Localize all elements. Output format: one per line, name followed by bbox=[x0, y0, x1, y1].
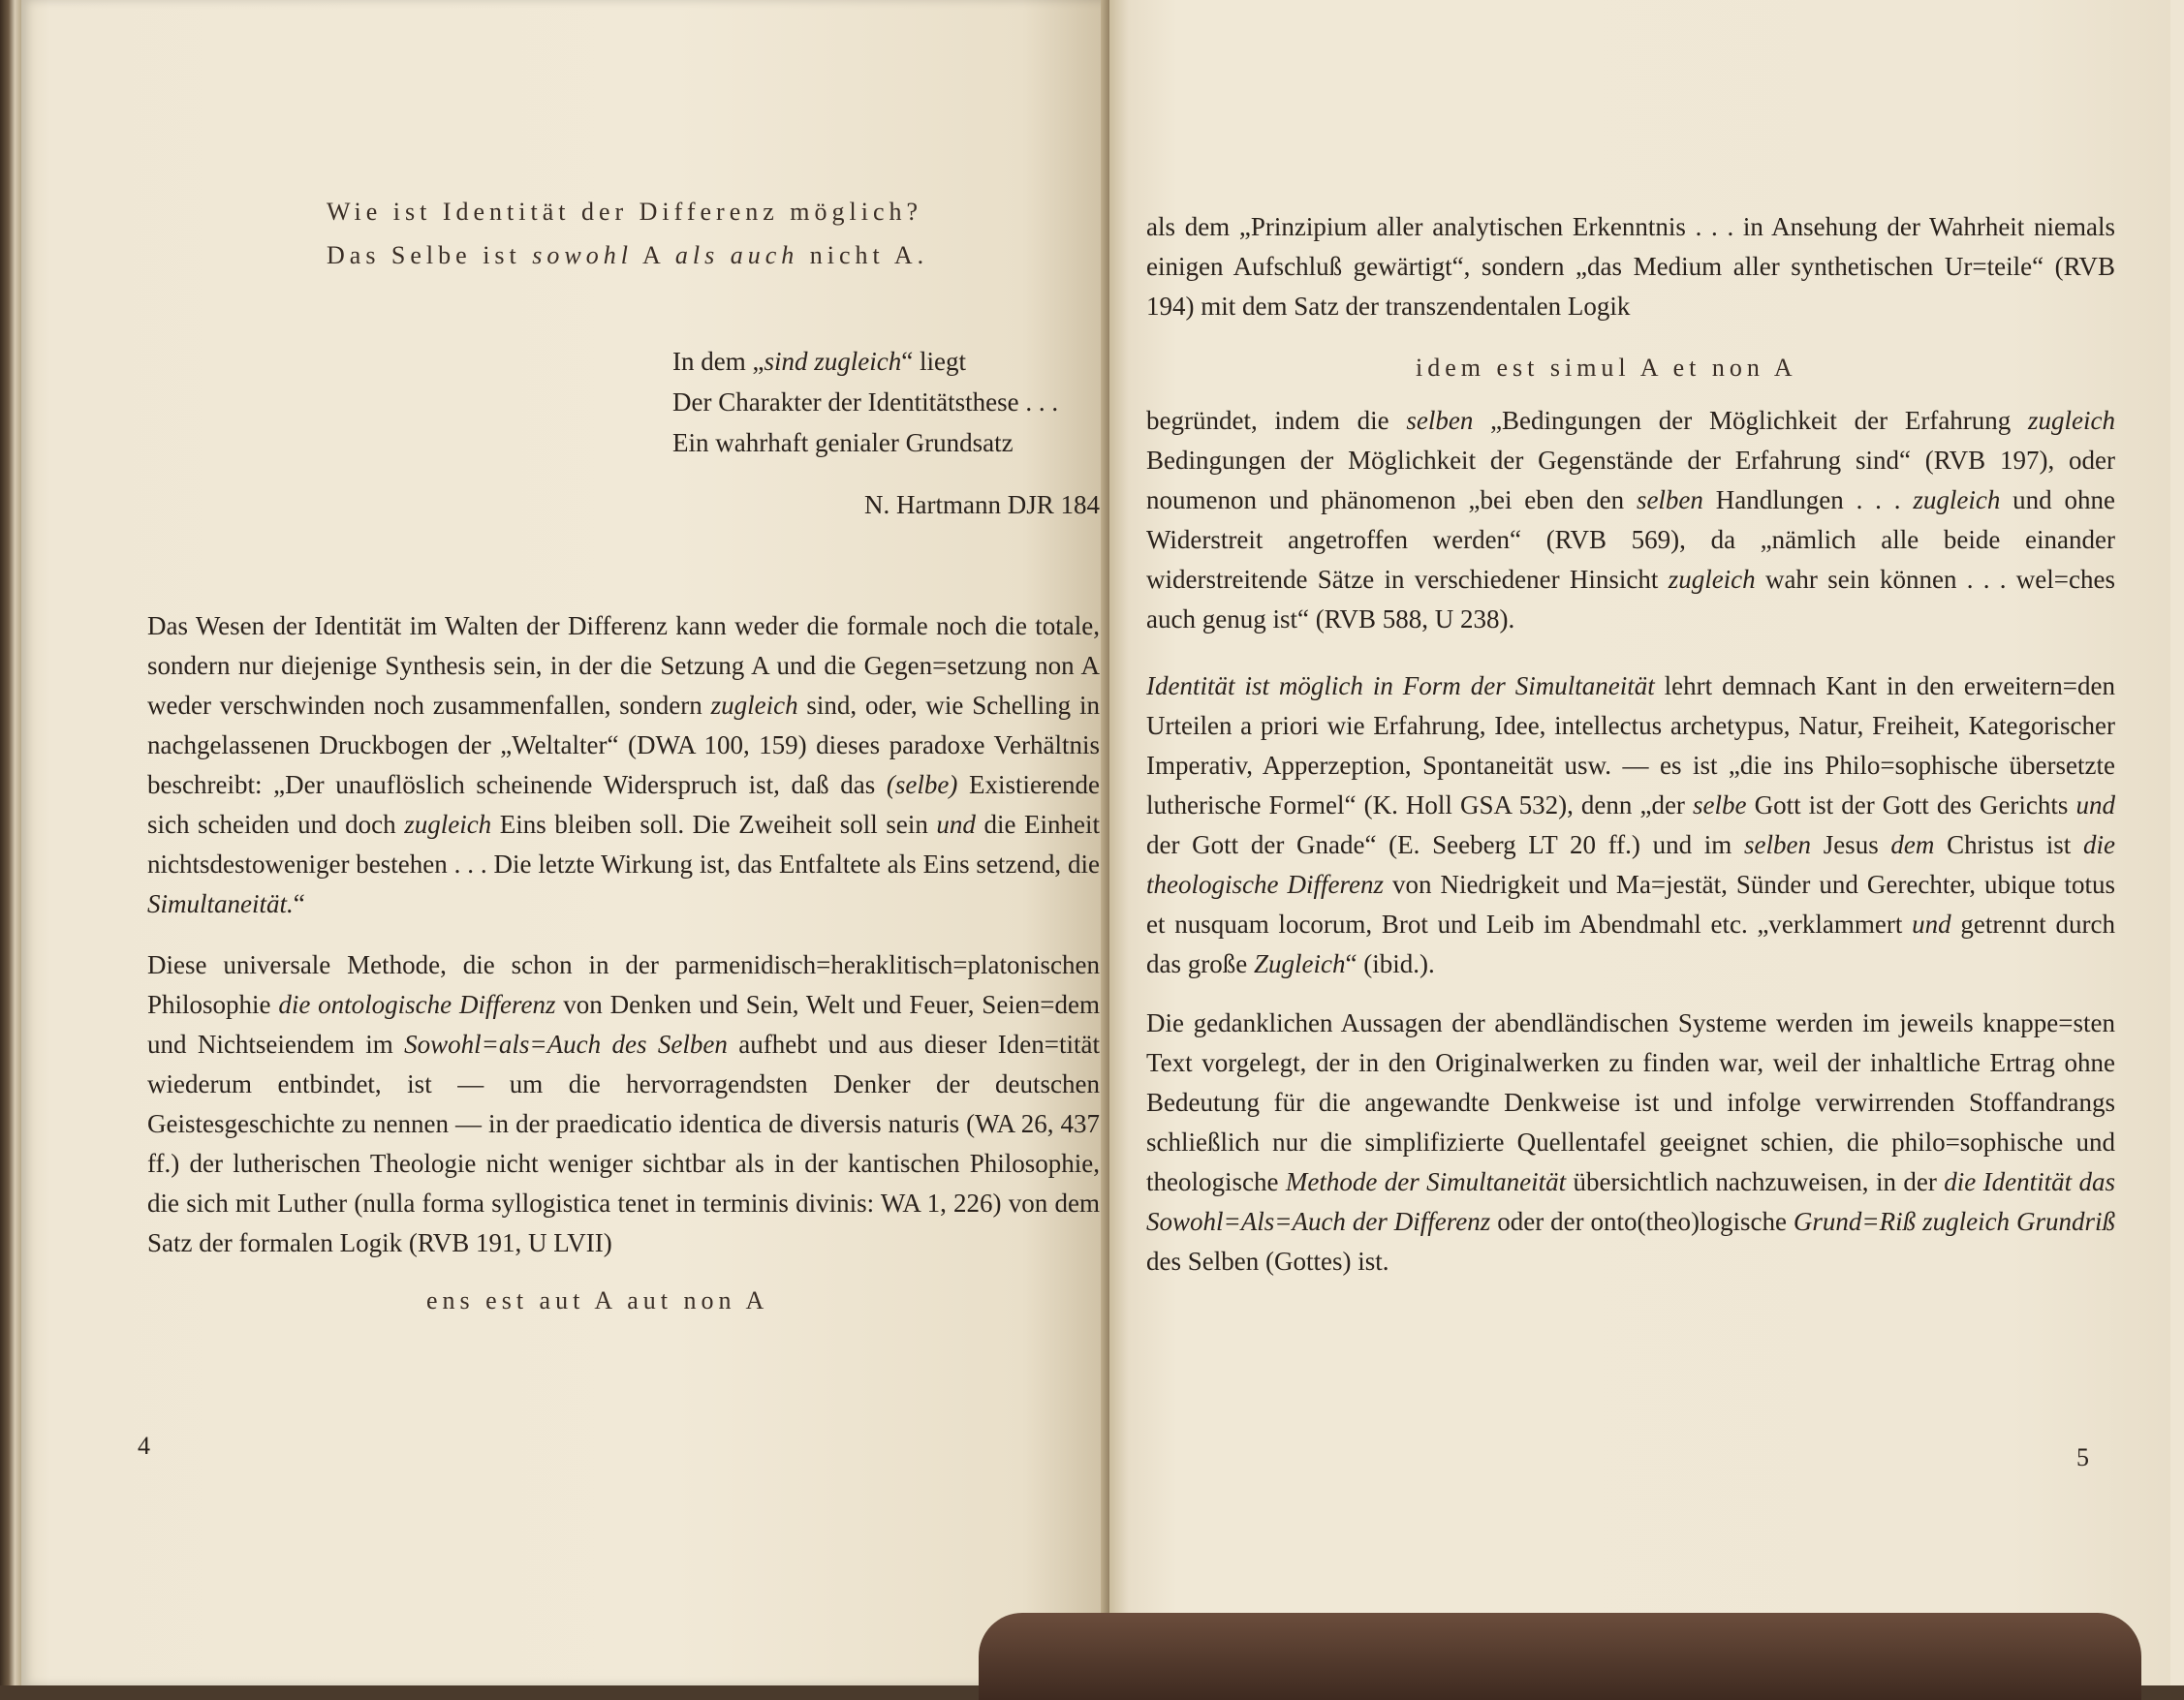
book-edge bbox=[0, 0, 21, 1685]
epigraph-source: N. Hartmann DJR 184 bbox=[864, 490, 1100, 519]
right-paragraph-4 bbox=[1146, 1004, 2115, 1282]
italic-run: zugleich bbox=[1913, 485, 2001, 514]
text-run: die Einheit nichtsdestoweniger bestehen . . . Die letzte Wirkung ist, das Entfaltete als Eins setzend, die bbox=[147, 810, 1101, 879]
holding-finger bbox=[979, 1613, 2141, 1700]
italic-run: (selbe) bbox=[886, 770, 958, 799]
motto-text: nicht A. bbox=[798, 241, 929, 269]
text-run: der Gott der Gnade“ (E. Seeberg LT 20 ff.) und im bbox=[1146, 830, 1745, 859]
epigraph-emphasis: sind zugleich bbox=[764, 347, 902, 376]
italic-run: die ontologische Differenz bbox=[278, 990, 556, 1019]
text-run: sind, oder, wie Schelling in nachgelassenen Druckbogen der „Weltalter“ (DWA 100, 159) dieses paradoxe Verhältnis beschreibt: „Der unauflöslich scheinende Widerspruch ist, daß das bbox=[147, 691, 1100, 799]
italic-run: selben bbox=[1406, 406, 1474, 435]
text-run: aufhebt und aus dieser Iden=tität wiederum entbindet, ist — um die hervorragendsten Denker der deutschen Geistesgeschichte zu nennen — in der praedicatio identica de diversis naturis (WA 26, 437 ff.) der lutherischen Theologie nicht weniger sichtbar als in der kantischen Philosophie, die sich mit Luther (nulla forma syllogistica tenet in terminis divinis: WA 1, 226) von dem Satz der formalen Logik (RVB 191, U LVII) bbox=[147, 1030, 1100, 1257]
text-run: Diese universale Methode, die schon in der parmenidisch=heraklitisch=platonischen Philosophie bbox=[147, 950, 1100, 1019]
italic-run: zugleich bbox=[404, 810, 492, 839]
text-run: Eins bleiben soll. Die Zweiheit soll sein bbox=[491, 810, 937, 839]
italic-run: die theologische Differenz bbox=[1146, 830, 2116, 899]
text-run: Existierende sich scheiden und doch bbox=[147, 770, 1101, 839]
italic-run: Methode der Simultaneität bbox=[1285, 1167, 1567, 1196]
epigraph bbox=[672, 341, 1109, 463]
italic-run: die Identität das Sowohl=Als=Auch der Differenz bbox=[1146, 1167, 2116, 1236]
italic-run: zugleich bbox=[2028, 406, 2116, 435]
text-run: von Denken und Sein, Welt und Feuer, Seien=dem und Nichtseiendem im bbox=[147, 990, 1100, 1059]
text-run: „Bedingungen der Möglichkeit der Erfahrung bbox=[1473, 406, 2029, 435]
epigraph-text: In dem „ bbox=[672, 347, 764, 376]
italic-run: Identität ist möglich in Form der Simultaneität bbox=[1146, 671, 1655, 700]
left-page bbox=[21, 0, 1109, 1685]
motto-emphasis: als auch bbox=[674, 241, 799, 269]
italic-run: Grund=Riß zugleich Grundriß bbox=[1793, 1207, 2116, 1236]
page-number-right: 5 bbox=[2076, 1443, 2089, 1471]
epigraph-line-1 bbox=[672, 341, 1109, 382]
epigraph-line-3: Ein wahrhaft genialer Grundsatz bbox=[672, 428, 1014, 457]
motto-line-2 bbox=[327, 233, 1005, 277]
text-run: Gott ist der Gott des Gerichts bbox=[1746, 790, 2076, 819]
left-paragraph-1 bbox=[147, 606, 1100, 924]
motto-line-1: Wie ist Identität der Differenz möglich? bbox=[327, 198, 923, 226]
text-run: Das Wesen der Identität im Walten der Differenz kann weder die formale noch die totale, sondern nur diejenige Synthesis sein, in der die Setzung A und die Gegen=setzung non A weder verschwinden noch zusammenfallen, sondern bbox=[147, 611, 1100, 720]
italic-run: und bbox=[936, 810, 976, 839]
italic-run: und bbox=[1912, 910, 1951, 939]
italic-run: selben bbox=[1744, 830, 1811, 859]
right-paragraph-3 bbox=[1146, 666, 2115, 984]
text-run: Die gedanklichen Aussagen der abendländischen Systeme werden im jeweils knappe=sten Text vorgelegt, der in den Originalwerken zu finden war, weil der inhaltliche Ertrag ohne Bedeutung für die angewandte Denkweise ist und infolge verwirrenden Stoffandrangs schließlich nur die simplifizierte Quellentafel geeignet schien, die philo=sophische und theologische bbox=[1146, 1008, 2115, 1196]
text-run: von Niedrigkeit und Ma=jestät, Sünder und Gerechter, ubique totus et nusquam locorum, Brot und Leib im Abendmahl etc. „verklammert bbox=[1146, 870, 2115, 939]
italic-run: und bbox=[2075, 790, 2115, 819]
text-run: oder der onto(theo)logische bbox=[1490, 1207, 1794, 1236]
text-run: Christus ist bbox=[1934, 830, 2084, 859]
italic-run: Sowohl=als=Auch des Selben bbox=[404, 1030, 728, 1059]
text-run: Handlungen . . . bbox=[1702, 485, 1914, 514]
text-run: und ohne Widerstreit angetroffen werden“ (RVB 569), da „nämlich alle beide einander widerstreitende Sätze in verschiedener Hinsicht bbox=[1146, 485, 2116, 594]
left-paragraph-2 bbox=[147, 945, 1100, 1263]
right-formula: idem est simul A et non A bbox=[1416, 354, 1797, 382]
italic-run: zugleich bbox=[710, 691, 798, 720]
italic-run: Simultaneität. bbox=[147, 889, 294, 918]
text-run: getrennt durch das große bbox=[1146, 910, 2116, 978]
italic-run: Zugleich bbox=[1253, 949, 1346, 978]
italic-run: selben bbox=[1636, 485, 1703, 514]
epigraph-line-2: Der Charakter der Identitätsthese . . . bbox=[672, 387, 1059, 417]
left-formula: ens est aut A aut non A bbox=[426, 1286, 769, 1314]
motto-text: Das Selbe ist bbox=[327, 241, 533, 269]
text-run: Bedingungen der Möglichkeit der Gegenstände der Erfahrung sind“ (RVB 197), oder noumenon und phänomenon „bei eben den bbox=[1146, 446, 2115, 514]
italic-run: dem bbox=[1890, 830, 1935, 859]
text-run: als dem „Prinzipium aller analytischen Erkenntnis . . . in Ansehung der Wahrheit niemals einigen Aufschluß gewärtigt“, sondern „das Medium aller synthetischen Ur=teile“ (RVB 194) mit dem Satz der transzendentalen Logik bbox=[1146, 212, 2115, 321]
right-paragraph-2 bbox=[1146, 401, 2115, 639]
epigraph-text: “ liegt bbox=[901, 347, 966, 376]
right-paragraph-1 bbox=[1146, 207, 2115, 326]
motto-text: A bbox=[632, 241, 675, 269]
text-run: übersichtlich nachzuweisen, in der bbox=[1566, 1167, 1945, 1196]
right-page bbox=[1109, 0, 2170, 1685]
motto-emphasis: sowohl bbox=[532, 241, 633, 269]
text-run: “ bbox=[293, 889, 305, 918]
italic-run: selbe bbox=[1693, 790, 1747, 819]
text-run: Jesus bbox=[1811, 830, 1891, 859]
motto bbox=[327, 190, 1005, 277]
text-run: des Selben (Gottes) ist. bbox=[1146, 1247, 1389, 1276]
page-number-left: 4 bbox=[138, 1432, 150, 1460]
text-run: begründet, indem die bbox=[1146, 406, 1407, 435]
text-run: wahr sein können . . . wel=ches auch genug ist“ (RVB 588, U 238). bbox=[1146, 565, 2115, 634]
text-run: “ (ibid.). bbox=[1345, 949, 1435, 978]
text-run: lehrt demnach Kant in den erweitern=den Urteilen a priori wie Erfahrung, Idee, intellectus archetypus, Natur, Freiheit, Kategorischer Imperativ, Apperzeption, Spontaneität usw. — es ist „die ins Philo=sophische übersetzte lutherische Formel“ (K. Holl GSA 532), denn „der bbox=[1146, 671, 2115, 819]
italic-run: zugleich bbox=[1668, 565, 1756, 594]
